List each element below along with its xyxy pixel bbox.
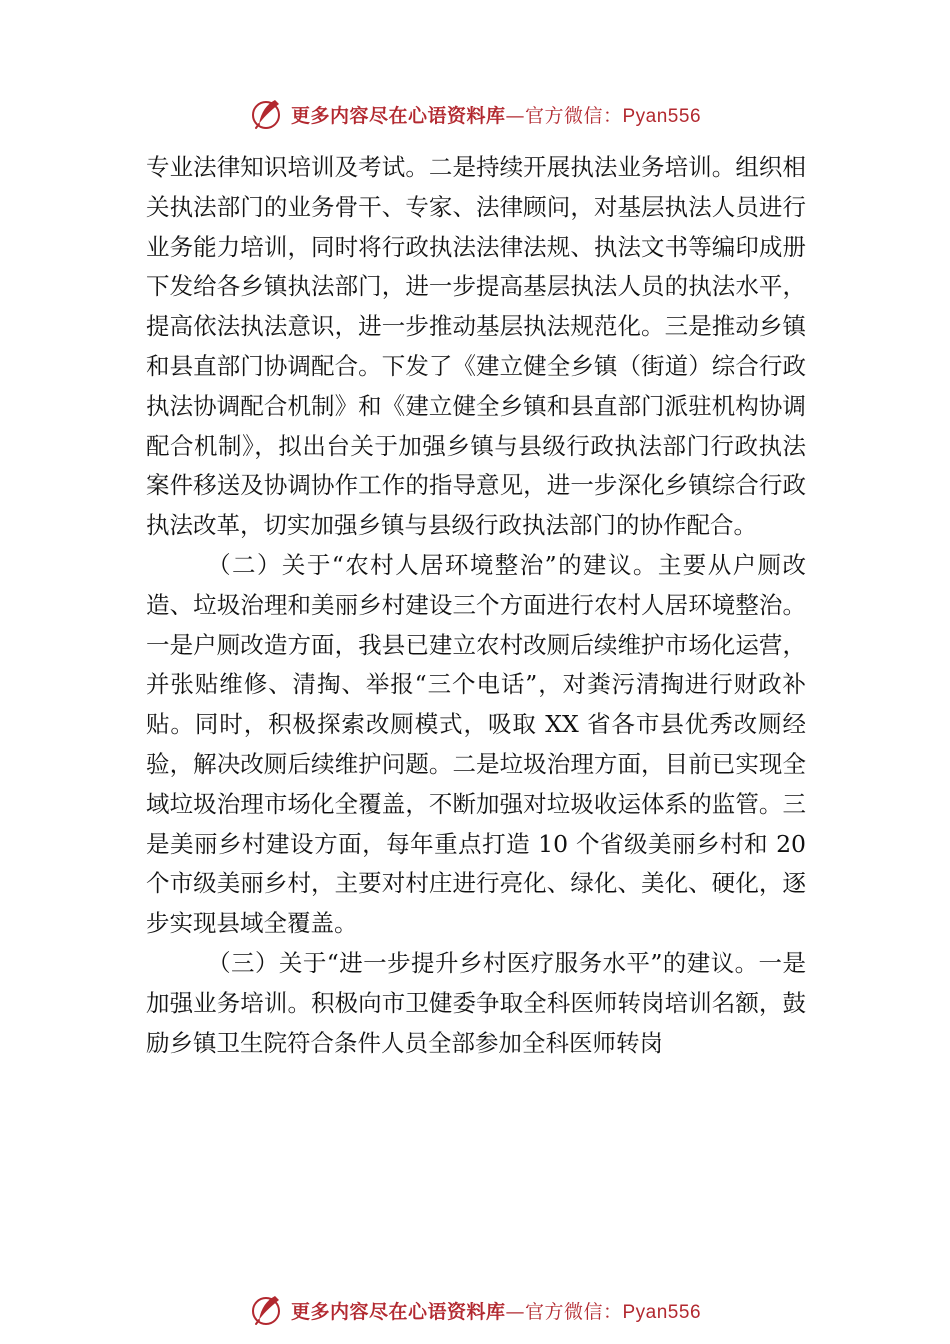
- document-body: [146, 148, 806, 1063]
- footer-separator: —: [505, 1300, 525, 1323]
- footer-brand: 更多内容尽在心语资料库: [290, 1300, 506, 1323]
- footer-watermark-text: [291, 1297, 701, 1324]
- feather-pen-circle-icon: [249, 1292, 285, 1328]
- footer-wechat-id: Pyan556: [622, 1301, 702, 1323]
- header-watermark: [0, 94, 950, 134]
- header-watermark-text: [291, 101, 701, 128]
- footer-label: 官方微信：: [524, 1300, 623, 1323]
- paragraph-1: 专业法律知识培训及考试。二是持续开展执法业务培训。组织相关执法部门的业务骨干、专家、法律顾问，对基层执法人员进行业务能力培训，同时将行政执法法律法规、执法文书等编印成册下发给各乡镇执法部门，进一步提高基层执法人员的执法水平，提高依法执法意识，进一步推动基层执法规范化。三是推动乡镇和县直部门协调配合。下发了《建立健全乡镇（街道）综合行政执法协调配合机制》和《建立健全乡镇和县直部门派驻机构协调配合机制》，拟出台关于加强乡镇与县级行政执法部门行政执法案件移送及协调协作工作的指导意见，进一步深化乡镇综合行政执法改革，切实加强乡镇与县级行政执法部门的协作配合。: [146, 153, 806, 540]
- header-wechat-id: Pyan556: [622, 105, 702, 127]
- header-separator: —: [505, 104, 525, 127]
- header-label: 官方微信：: [524, 104, 623, 127]
- footer-watermark: [0, 1290, 950, 1330]
- feather-pen-circle-icon: [249, 96, 285, 132]
- paragraph-3: （三）关于“进一步提升乡村医疗服务水平”的建议。一是加强业务培训。积极向市卫健委争取全科医师转岗培训名额，鼓励乡镇卫生院符合条件人员全部参加全科医师转岗: [146, 948, 806, 1057]
- header-brand: 更多内容尽在心语资料库: [290, 104, 506, 127]
- paragraph-2: （二）关于“农村人居环境整治”的建议。主要从户厕改造、垃圾治理和美丽乡村建设三个方面进行农村人居环境整治。一是户厕改造方面，我县已建立农村改厕后续维护市场化运营，并张贴维修、清掏、举报“三个电话”，对粪污清掏进行财政补贴。同时，积极探索改厕模式，吸取 XX 省各市县优秀改厕经验，解决改厕后续维护问题。二是垃圾治理方面，目前已实现全域垃圾治理市场化全覆盖，不断加强对垃圾收运体系的监管。三是美丽乡村建设方面，每年重点打造 10 个省级美丽乡村和 20 个市级美丽乡村，主要对村庄进行亮化、绿化、美化、硬化，逐步实现县域全覆盖。: [146, 550, 806, 938]
